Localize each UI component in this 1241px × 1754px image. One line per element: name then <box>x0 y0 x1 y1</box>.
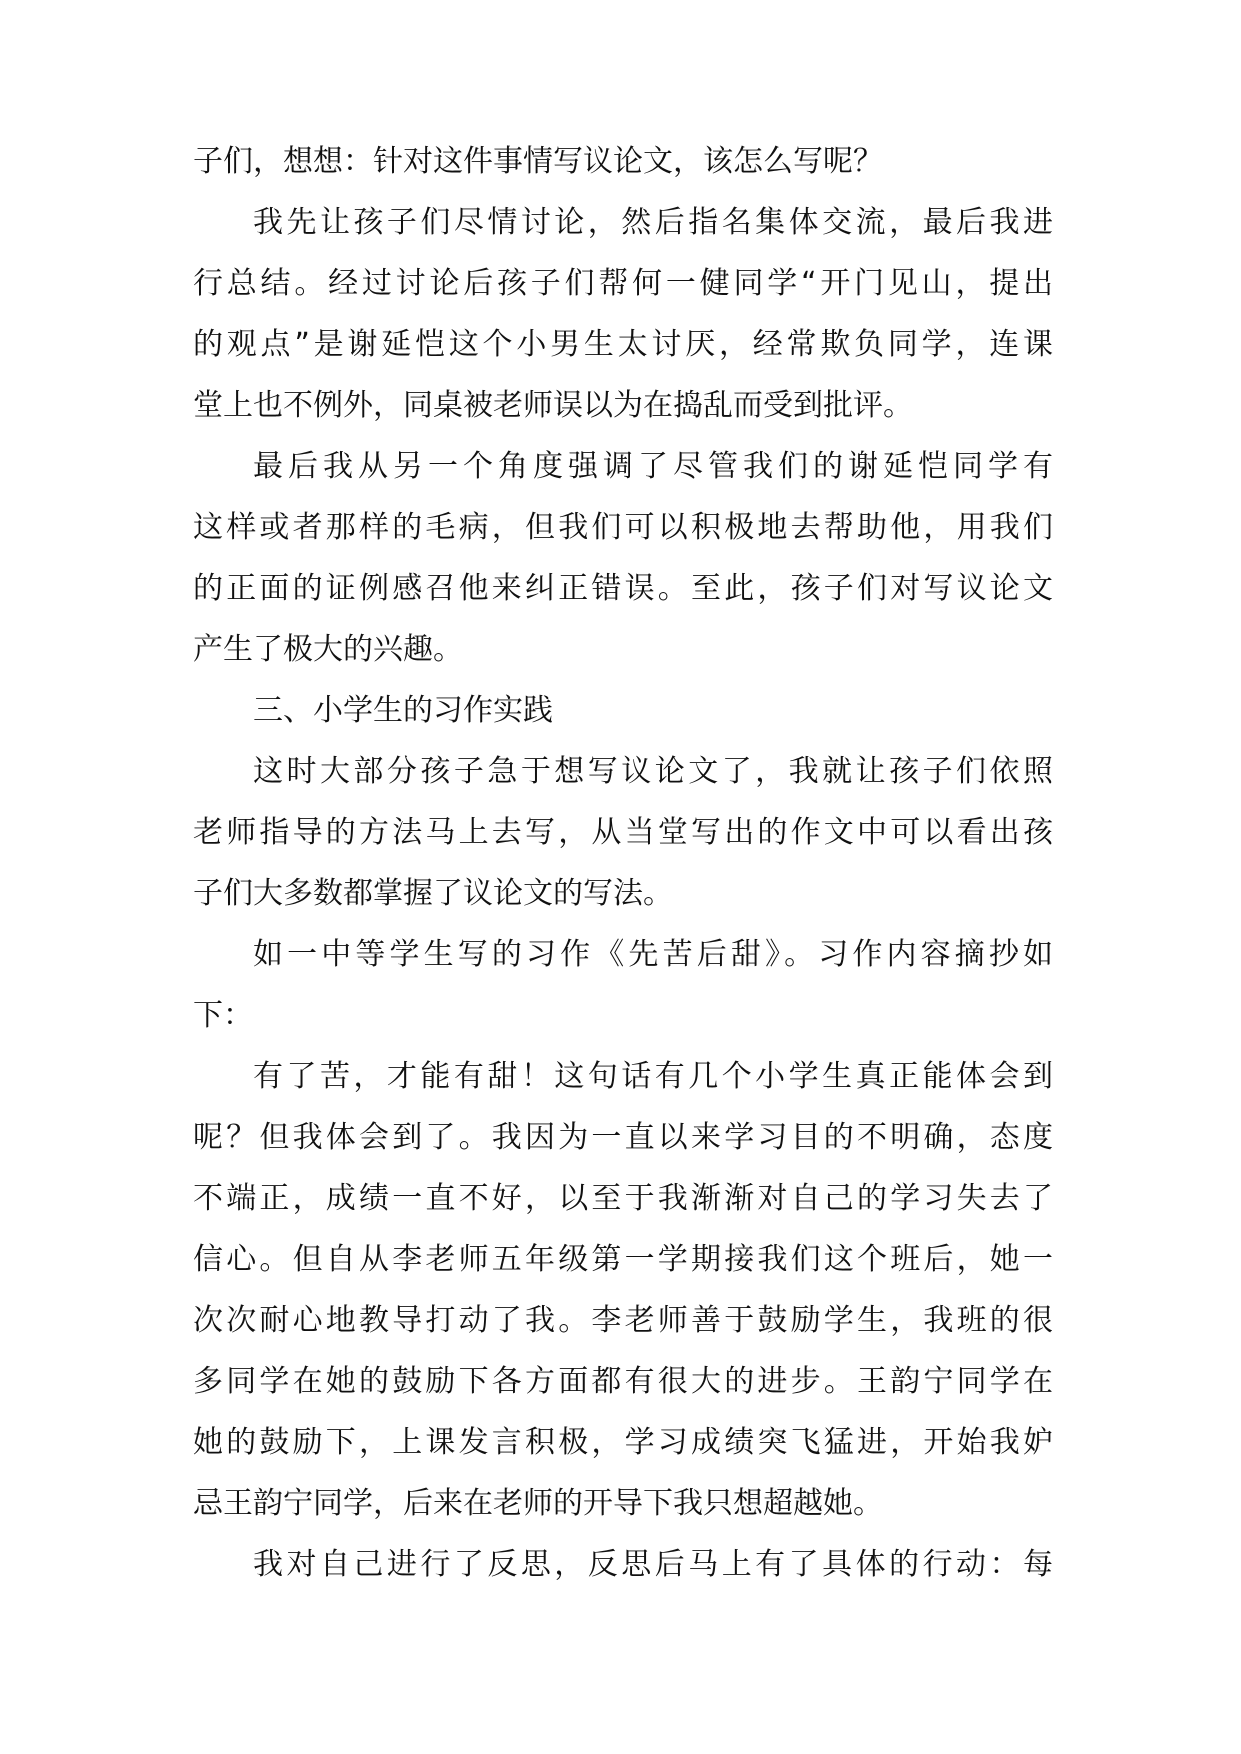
text-line: 下： <box>193 998 253 1033</box>
paragraph-start-line: 如一中等学生写的习作《先苦后甜》。习作内容摘抄如 <box>253 937 1053 972</box>
text-line: 的观点”是谢延恺这个小男生太讨厌，经常欺负同学，连课 <box>193 327 1053 362</box>
text-line: 老师指导的方法马上去写，从当堂写出的作文中可以看出孩 <box>193 815 1053 850</box>
text-line: 子们，想想：针对这件事情写议论文，该怎么写呢？ <box>193 144 883 179</box>
text-line: 呢？但我体会到了。我因为一直以来学习目的不明确，态度 <box>193 1120 1053 1155</box>
text-line: 堂上也不例外，同桌被老师误以为在捣乱而受到批评。 <box>193 388 913 423</box>
text-line: 忌王韵宁同学，后来在老师的开导下我只想超越她。 <box>193 1486 883 1521</box>
paragraph-start-line: 有了苦，才能有甜！这句话有几个小学生真正能体会到 <box>253 1059 1053 1094</box>
section-heading: 三、小学生的习作实践 <box>253 693 553 728</box>
text-line: 不端正，成绩一直不好，以至于我渐渐对自己的学习失去了 <box>193 1181 1053 1216</box>
text-line: 子们大多数都掌握了议论文的写法。 <box>193 876 673 911</box>
text-line: 这样或者那样的毛病，但我们可以积极地去帮助他，用我们 <box>193 510 1053 545</box>
text-line: 信心。但自从李老师五年级第一学期接我们这个班后，她一 <box>193 1242 1053 1277</box>
text-line: 产生了极大的兴趣。 <box>193 632 463 667</box>
text-line: 行总结。经过讨论后孩子们帮何一健同学“开门见山，提出 <box>193 266 1053 301</box>
paragraph-start-line: 我对自己进行了反思，反思后马上有了具体的行动：每 <box>253 1547 1053 1582</box>
paragraph-start-line: 最后我从另一个角度强调了尽管我们的谢延恺同学有 <box>253 449 1053 484</box>
paragraph-start-line: 我先让孩子们尽情讨论，然后指名集体交流，最后我进 <box>253 205 1053 240</box>
text-line: 次次耐心地教导打动了我。李老师善于鼓励学生，我班的很 <box>193 1303 1053 1338</box>
text-line: 她的鼓励下，上课发言积极，学习成绩突飞猛进，开始我妒 <box>193 1425 1053 1460</box>
text-line: 多同学在她的鼓励下各方面都有很大的进步。王韵宁同学在 <box>193 1364 1053 1399</box>
paragraph-start-line: 这时大部分孩子急于想写议论文了，我就让孩子们依照 <box>253 754 1053 789</box>
text-line: 的正面的证例感召他来纠正错误。至此，孩子们对写议论文 <box>193 571 1053 606</box>
